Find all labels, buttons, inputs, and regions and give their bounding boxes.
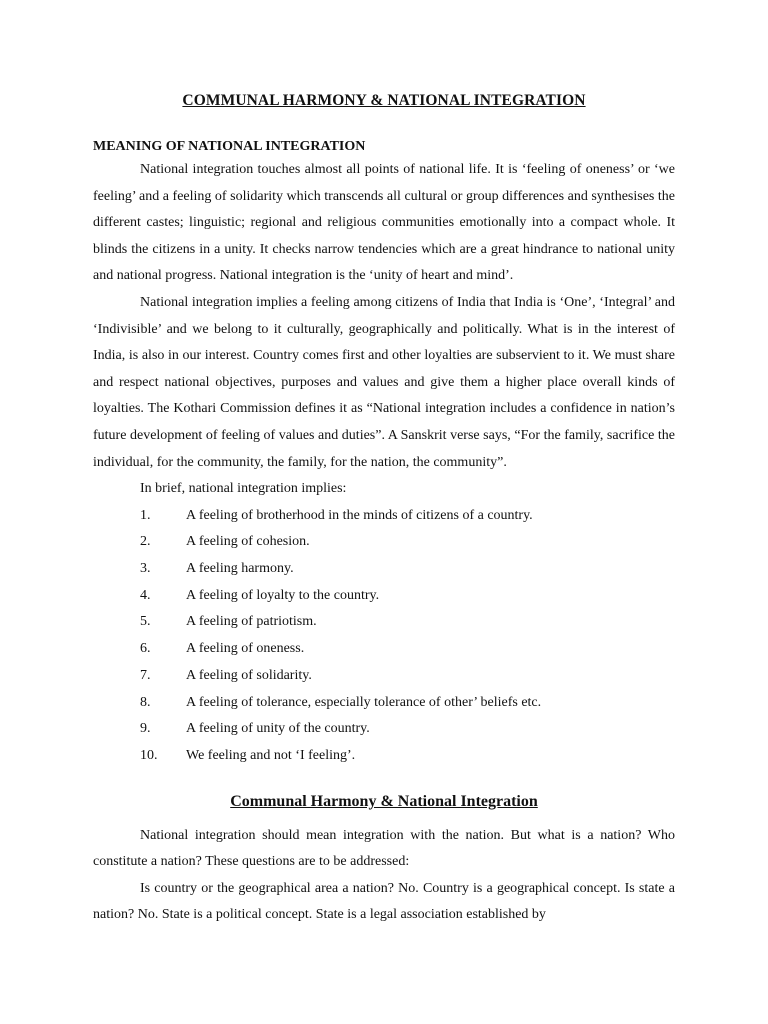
list-text: A feeling harmony. [186,561,294,577]
list-text: A feeling of oneness. [186,641,305,657]
paragraph: National integration implies a feeling among citizens of India that India is ‘One’, ‘Integral’ and ‘Indivisible’ and we belong to it culturally, geographically and politically. What is in the interest of India, is also in our interest. Country comes first and other loyalties are subservient to it. We must share and respect national objectives, purposes and values and give them a higher place overall kinds of loyalties. The Kothari Commission defines it as “National integration includes a confidence in nation’s future development of feeling of values and duties”. A Sanskrit verse says, “For the family, sacrifice the individual, for the community, the family, for the nation, the community”. [93,294,675,470]
list-number: 6. [140,641,151,657]
list-text: A feeling of solidarity. [186,667,312,683]
list-item [93,716,675,743]
paragraph: National integration should mean integration with the nation. But what is a nation? Who constitute a nation? These questions are to be addressed: [93,827,675,870]
list-number: 4. [140,587,151,603]
list-text: A feeling of loyalty to the country. [186,587,380,603]
list-text: A feeling of tolerance, especially tolerance of other’ beliefs etc. [186,694,542,710]
list-text: A feeling of patriotism. [186,614,317,630]
list-number: 9. [140,721,151,737]
list-item [93,529,675,556]
list-item [93,583,675,610]
paragraph: In brief, national integration implies: [140,481,347,497]
list-text: A feeling of unity of the country. [186,721,370,737]
list-item [93,743,675,770]
paragraph: National integration touches almost all points of national life. It is ‘feeling of oneness’ or ‘we feeling’ and a feeling of solidarity which transcends all cultural or group differences and synthesises the different castes; linguistic; regional and religious communities emotionally into a compact whole. It blinds the citizens in a unity. It checks narrow tendencies which are a great hindrance to national unity and national progress. National integration is the ‘unity of heart and mind’. [93,162,675,284]
list-item [93,663,675,690]
document-title: COMMUNAL HARMONY & NATIONAL INTEGRATION [182,92,586,109]
paragraph: Is country or the geographical area a nation? No. Country is a geographical concept. Is state a nation? No. State is a political concept. State is a legal association established by [93,880,675,923]
section-heading: MEANING OF NATIONAL INTEGRATION [93,139,366,154]
list-number: 8. [140,694,151,710]
list-item [93,690,675,717]
list-text: A feeling of cohesion. [186,534,310,550]
list-number: 7. [140,667,151,683]
integration-list [93,503,675,770]
list-number: 1. [140,507,151,523]
list-item [93,636,675,663]
sub-heading: Communal Harmony & National Integration [230,792,538,810]
list-item [93,556,675,583]
list-item [93,609,675,636]
list-number: 2. [140,534,151,550]
list-number: 5. [140,614,151,630]
list-text: We feeling and not ‘I feeling’. [186,747,356,763]
document-page [93,88,675,929]
list-number: 10. [140,747,158,763]
list-number: 3. [140,561,151,577]
list-text: A feeling of brotherhood in the minds of citizens of a country. [186,507,533,523]
list-item [93,503,675,530]
